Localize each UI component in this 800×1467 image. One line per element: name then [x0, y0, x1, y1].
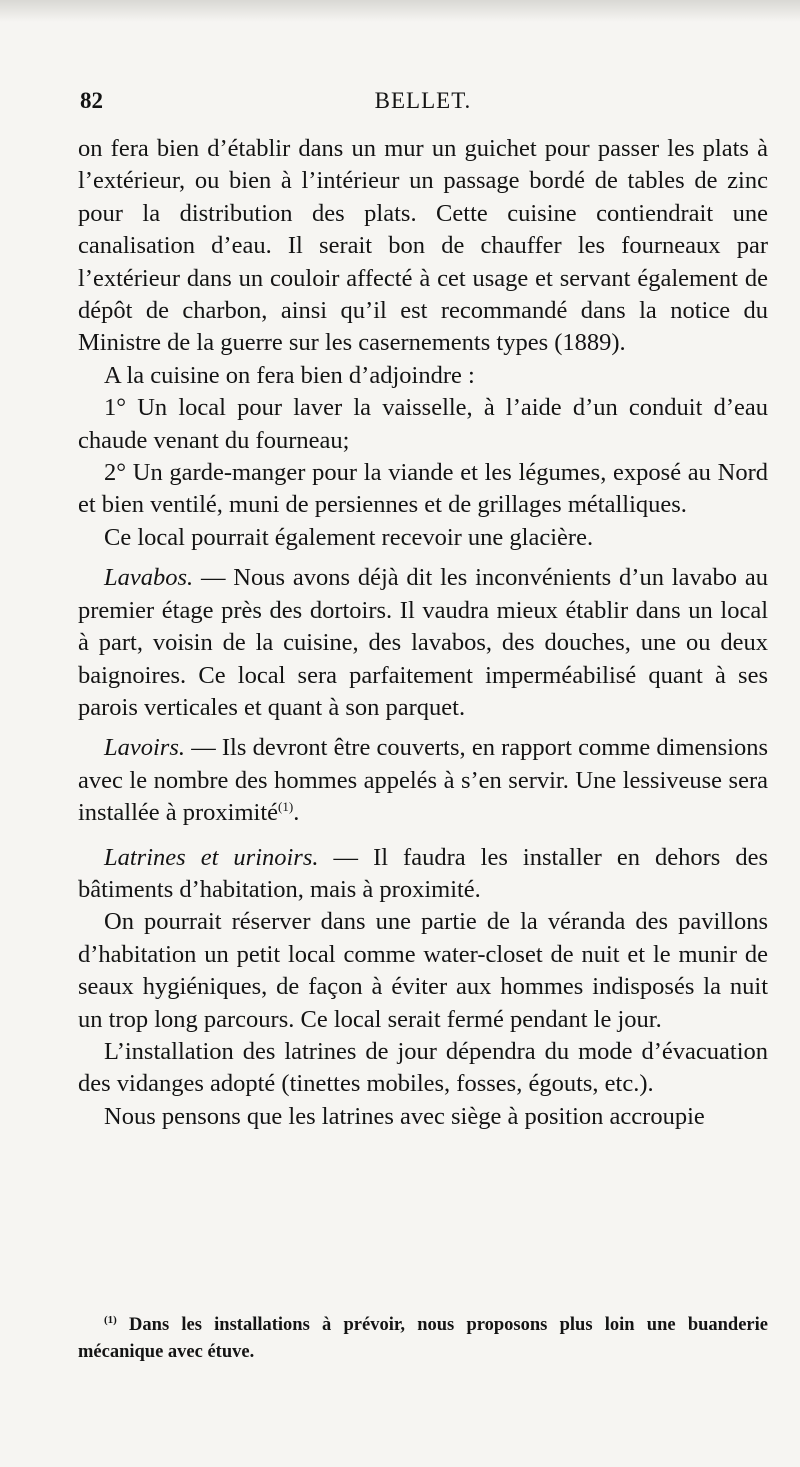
body-text [78, 133, 768, 1133]
page-scan-edge [0, 0, 800, 22]
section-lead-lavabos: Lavabos. [104, 564, 194, 592]
section-lead-lavoirs: Lavoirs. [104, 734, 186, 762]
paragraph-night-closet: On pourrait réserver dans une partie de la véranda des pavillons d’habitation un petit local comme water-closet de nuit et le munir de seaux hygiéniques, de façon à éviter aux hommes indisposés la nuit un trop long parcours. Ce local serait fermé pendant le jour. [78, 908, 768, 1033]
page-number: 82 [80, 88, 103, 113]
paragraph-lavabos-text: — Nous avons déjà dit les inconvénients d’un lavabo au premier étage près des dortoirs. Il vaudra mieux établir dans un local à part, voisin de la cuisine, des lavabos, des douches, une ou deux baignoires. Ce local sera parfaitement imperméabilisé quant à ses parois verticales et quant à son parquet. [78, 564, 768, 721]
paragraph-dishwashing-room: 1° Un local pour laver la vaisselle, à l’aide d’un conduit d’eau chaude venant du fourneau; [78, 394, 768, 454]
paragraph-lavoirs-end: . [293, 799, 300, 827]
footnote-mark: (1) [104, 1313, 117, 1326]
paragraph-kitchen-annexes: A la cuisine on fera bien d’adjoindre : [104, 361, 475, 389]
paragraph-day-latrines: L’installation des latrines de jour dépendra du mode d’évacuation des vidanges adopté (tinettes mobiles, fosses, égouts, etc.). [78, 1037, 768, 1098]
paragraph-lavabos [78, 562, 768, 724]
paragraph-latrines-text: — Il faudra les installer en dehors des bâtiments d’habitation, mais à proximité. [78, 843, 768, 903]
footnote-paragraph [78, 1312, 768, 1366]
footnote-text: Dans les installations à prévoir, nous proposons plus loin une buanderie mécanique avec étuve. [78, 1315, 768, 1362]
paragraph-pantry: 2° Un garde-manger pour la viande et les légumes, exposé au Nord et bien ventilé, muni de persiennes et de grillages métalliques. [78, 459, 768, 519]
paragraph-lavoirs [78, 732, 768, 829]
paragraph-icebox: Ce local pourrait également recevoir une glacière. [104, 523, 594, 551]
paragraph-lavoirs-text: — Ils devront être couverts, en rapport comme dimensions avec le nombre des hommes appelés à s’en servir. Une lessiveuse sera installée à proximité [78, 734, 768, 827]
running-head: BELLET. [374, 88, 472, 113]
paragraph-squat-latrines: Nous pensons que les latrines avec siège à position accroupie [104, 1102, 705, 1130]
paragraph-latrines [78, 842, 768, 907]
paragraph-kitchen-continued: on fera bien d’établir dans un mur un guichet pour passer les plats à l’extérieur, ou bien à l’intérieur un passage bordé de tables de zinc pour la distribution des plats. Cette cuisine contiendrait une canalisation d’eau. Il serait bon de chauffer les fourneaux par l’extérieur dans un couloir affecté à cet usage et servant également de dépôt de charbon, ainsi qu’il est recommandé dans la notice du Ministre de la guerre sur les casernements types (1889). [78, 135, 768, 357]
section-lead-latrines: Latrines et urinoirs. [104, 843, 319, 871]
footnote-reference: (1) [278, 798, 294, 814]
footnote [78, 1312, 768, 1366]
page-header [78, 88, 768, 118]
